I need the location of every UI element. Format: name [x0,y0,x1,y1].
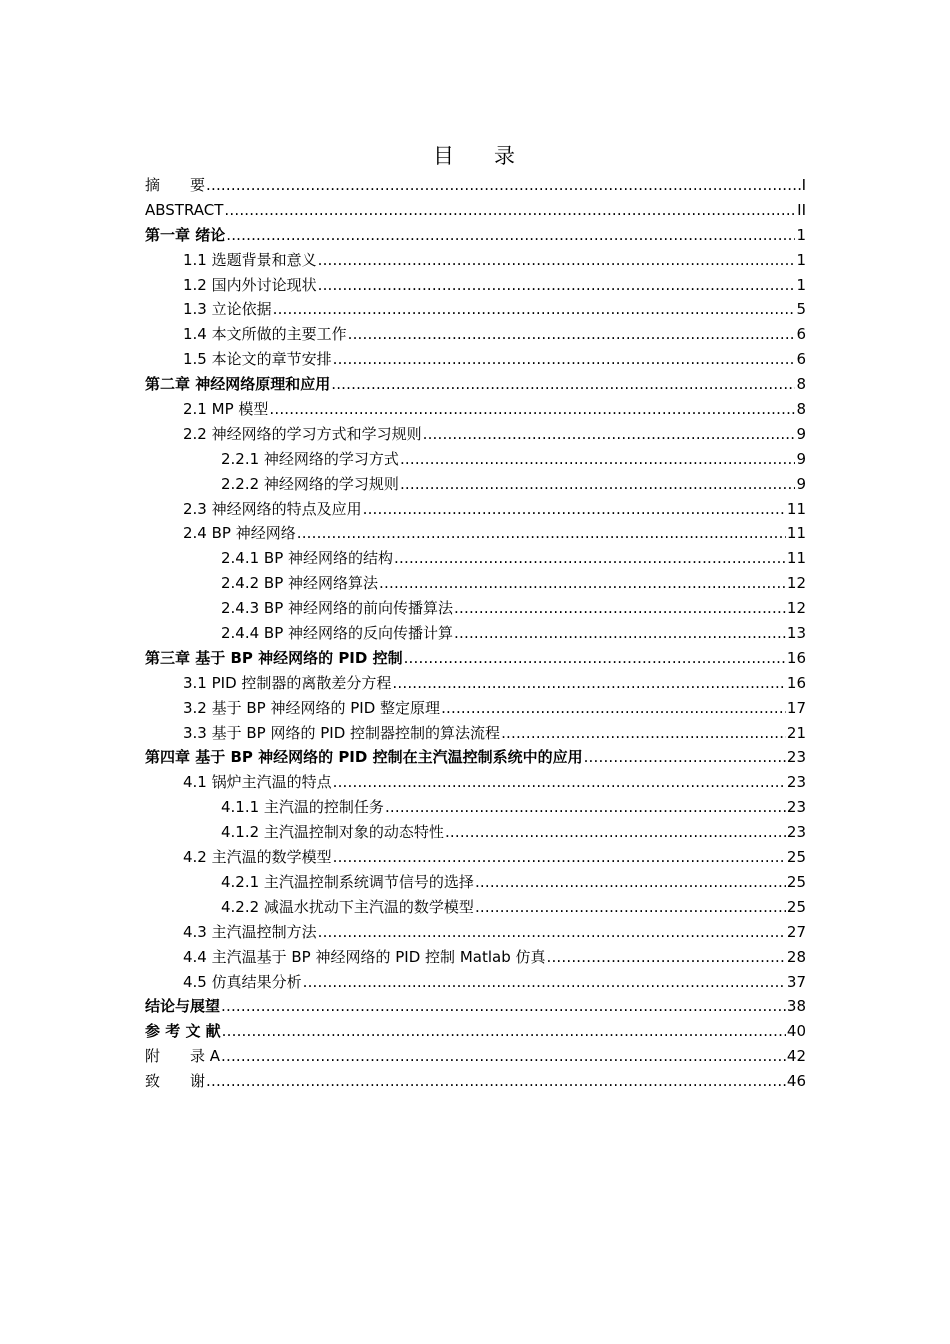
toc-entry-page-number: 17 [786,698,806,717]
toc-entry-page-number: 11 [786,499,806,518]
toc-leader-dots [333,347,796,372]
toc-leader-dots [333,845,786,870]
toc-entry-label: 2.3 神经网络的特点及应用 [183,499,362,518]
toc-entry[interactable] [145,1069,806,1094]
toc-leader-dots [303,970,786,995]
toc-entry-label: 1.5 本论文的章节安排 [183,350,332,369]
toc-entry-page-number: 37 [786,972,806,991]
table-of-contents [145,173,806,1094]
toc-leader-dots [222,1019,786,1044]
toc-entry[interactable] [145,521,806,546]
toc-leader-dots [394,546,786,571]
toc-entry-label: 2.4.1 BP 神经网络的结构 [221,549,394,568]
toc-entry[interactable] [145,596,806,621]
toc-entry-page-number: 5 [796,300,806,319]
toc-entry-label: 结论与展望 [145,997,221,1016]
toc-entry-page-number: 23 [786,798,806,817]
toc-entry[interactable] [145,198,806,223]
toc-entry-label: 4.4 主汽温基于 BP 神经网络的 PID 控制 Matlab 仿真 [183,947,546,966]
toc-entry-label: 2.4.2 BP 神经网络算法 [221,574,379,593]
toc-leader-dots [454,596,786,621]
toc-entry[interactable] [145,447,806,472]
toc-entry-page-number: 38 [786,997,806,1016]
toc-leader-dots [400,472,796,497]
toc-leader-dots [392,671,785,696]
toc-entry-page-number: 27 [786,922,806,941]
toc-entry-page-number: 40 [786,1022,806,1041]
toc-entry-page-number: 16 [786,648,806,667]
toc-title-right: 录 [494,144,517,168]
toc-entry-page-number: 11 [786,524,806,543]
toc-entry-page-number: 8 [796,400,806,419]
toc-leader-dots [221,1044,786,1069]
toc-entry[interactable] [145,397,806,422]
toc-entry[interactable] [145,422,806,447]
toc-entry[interactable] [145,297,806,322]
toc-entry-label: 2.4.4 BP 神经网络的反向传播计算 [221,624,454,643]
toc-entry[interactable] [145,721,806,746]
toc-leader-dots [318,273,796,298]
toc-entry-label: 4.2 主汽温的数学模型 [183,848,332,867]
toc-entry-label: 2.2.2 神经网络的学习规则 [221,474,399,493]
toc-entry-label: 4.5 仿真结果分析 [183,972,302,991]
toc-leader-dots [363,497,786,522]
toc-entry[interactable] [145,820,806,845]
toc-leader-dots [224,198,796,223]
toc-leader-dots [501,721,786,746]
toc-entry[interactable] [145,745,806,770]
toc-entry-label: 4.1.2 主汽温控制对象的动态特性 [221,823,444,842]
toc-entry[interactable] [145,795,806,820]
toc-entry[interactable] [145,970,806,995]
toc-leader-dots [404,646,786,671]
toc-entry-label: 4.1.1 主汽温的控制任务 [221,798,384,817]
toc-title-left: 目 [433,144,456,168]
toc-entry-label: 1.1 选题背景和意义 [183,250,317,269]
toc-entry[interactable] [145,895,806,920]
toc-entry[interactable] [145,870,806,895]
toc-entry-page-number: 46 [786,1072,806,1091]
toc-entry[interactable] [145,571,806,596]
toc-entry-page-number: 16 [786,673,806,692]
toc-entry[interactable] [145,472,806,497]
toc-entry-label: 第三章 基于 BP 神经网络的 PID 控制 [145,648,403,667]
toc-entry-label: 2.2 神经网络的学习方式和学习规则 [183,424,422,443]
toc-entry-label: 3.3 基于 BP 网络的 PID 控制器控制的算法流程 [183,723,501,742]
toc-entry[interactable] [145,1019,806,1044]
toc-leader-dots [206,1069,786,1094]
toc-entry-page-number: 1 [796,225,806,244]
toc-entry[interactable] [145,696,806,721]
toc-entry-page-number: 8 [796,375,806,394]
toc-entry-label: 参 考 文 献 [145,1022,221,1041]
toc-entry[interactable] [145,546,806,571]
toc-leader-dots [333,770,786,795]
toc-entry[interactable] [145,845,806,870]
toc-entry-label: 第二章 神经网络原理和应用 [145,375,331,394]
toc-entry[interactable] [145,372,806,397]
toc-entry[interactable] [145,248,806,273]
toc-leader-dots [454,621,786,646]
toc-leader-dots [226,223,795,248]
toc-leader-dots [441,696,786,721]
toc-entry-label: 致 谢 [145,1072,206,1091]
toc-leader-dots [584,745,786,770]
toc-entry[interactable] [145,945,806,970]
toc-entry-page-number: II [797,200,806,219]
toc-entry-page-number: 13 [786,624,806,643]
toc-leader-dots [423,422,796,447]
toc-entry-label: 附 录 A [145,1047,221,1066]
toc-entry-label: 2.4 BP 神经网络 [183,524,296,543]
toc-leader-dots [273,297,796,322]
toc-entry[interactable] [145,223,806,248]
toc-entry-page-number: 23 [786,773,806,792]
toc-leader-dots [445,820,786,845]
toc-entry-page-number: 9 [796,449,806,468]
toc-leader-dots [547,945,786,970]
toc-entry[interactable] [145,646,806,671]
toc-entry-page-number: 42 [786,1047,806,1066]
toc-leader-dots [379,571,786,596]
toc-entry-label: 摘 要 [145,176,206,194]
toc-entry-label: 第一章 绪论 [145,225,226,244]
toc-entry-page-number: 12 [786,574,806,593]
toc-leader-dots [318,248,796,273]
toc-leader-dots [318,920,786,945]
toc-entry-page-number: 23 [786,748,806,767]
toc-entry-label: 3.1 PID 控制器的离散差分方程 [183,673,392,692]
toc-entry-page-number: 21 [786,723,806,742]
toc-entry-label: 4.1 锅炉主汽温的特点 [183,773,332,792]
toc-entry-label: 4.3 主汽温控制方法 [183,922,317,941]
toc-entry-page-number: I [801,176,806,194]
toc-entry-label: 3.2 基于 BP 神经网络的 PID 整定原理 [183,698,441,717]
toc-entry-page-number: 28 [786,947,806,966]
toc-leader-dots [475,895,786,920]
toc-entry[interactable] [145,621,806,646]
toc-entry-label: 2.1 MP 模型 [183,400,269,419]
toc-entry-page-number: 25 [786,848,806,867]
toc-entry-label: 4.2.2 减温水扰动下主汽温的数学模型 [221,897,474,916]
toc-entry-page-number: 23 [786,823,806,842]
toc-leader-dots [297,521,786,546]
toc-entry[interactable] [145,994,806,1019]
toc-entry-page-number: 25 [786,872,806,891]
toc-entry[interactable] [145,497,806,522]
toc-entry[interactable] [145,347,806,372]
toc-entry-page-number: 11 [786,549,806,568]
toc-entry[interactable] [145,671,806,696]
toc-entry-page-number: 1 [796,275,806,294]
toc-entry-label: 2.4.3 BP 神经网络的前向传播算法 [221,599,454,618]
toc-entry-label: 2.2.1 神经网络的学习方式 [221,449,399,468]
toc-entry[interactable] [145,920,806,945]
toc-leader-dots [475,870,786,895]
toc-leader-dots [269,397,795,422]
toc-leader-dots [331,372,795,397]
toc-entry-label: ABSTRACT [145,200,224,219]
toc-leader-dots [206,173,801,198]
toc-entry-page-number: 9 [796,474,806,493]
toc-entry[interactable] [145,273,806,298]
toc-entry[interactable] [145,322,806,347]
toc-entry[interactable] [145,1044,806,1069]
toc-entry-page-number: 6 [796,350,806,369]
toc-entry-label: 第四章 基于 BP 神经网络的 PID 控制在主汽温控制系统中的应用 [145,748,583,767]
toc-entry-label: 4.2.1 主汽温控制系统调节信号的选择 [221,872,474,891]
toc-entry-label: 1.2 国内外讨论现状 [183,275,317,294]
toc-entry-page-number: 25 [786,897,806,916]
toc-entry-page-number: 6 [796,325,806,344]
toc-leader-dots [221,994,786,1019]
toc-entry-page-number: 12 [786,599,806,618]
toc-title [0,142,950,170]
toc-entry-page-number: 9 [796,424,806,443]
toc-entry-page-number: 1 [796,250,806,269]
toc-leader-dots [400,447,796,472]
toc-entry[interactable] [145,173,806,198]
toc-leader-dots [385,795,786,820]
toc-entry-label: 1.4 本文所做的主要工作 [183,325,347,344]
toc-leader-dots [348,322,796,347]
toc-entry[interactable] [145,770,806,795]
toc-entry-label: 1.3 立论依据 [183,300,272,319]
